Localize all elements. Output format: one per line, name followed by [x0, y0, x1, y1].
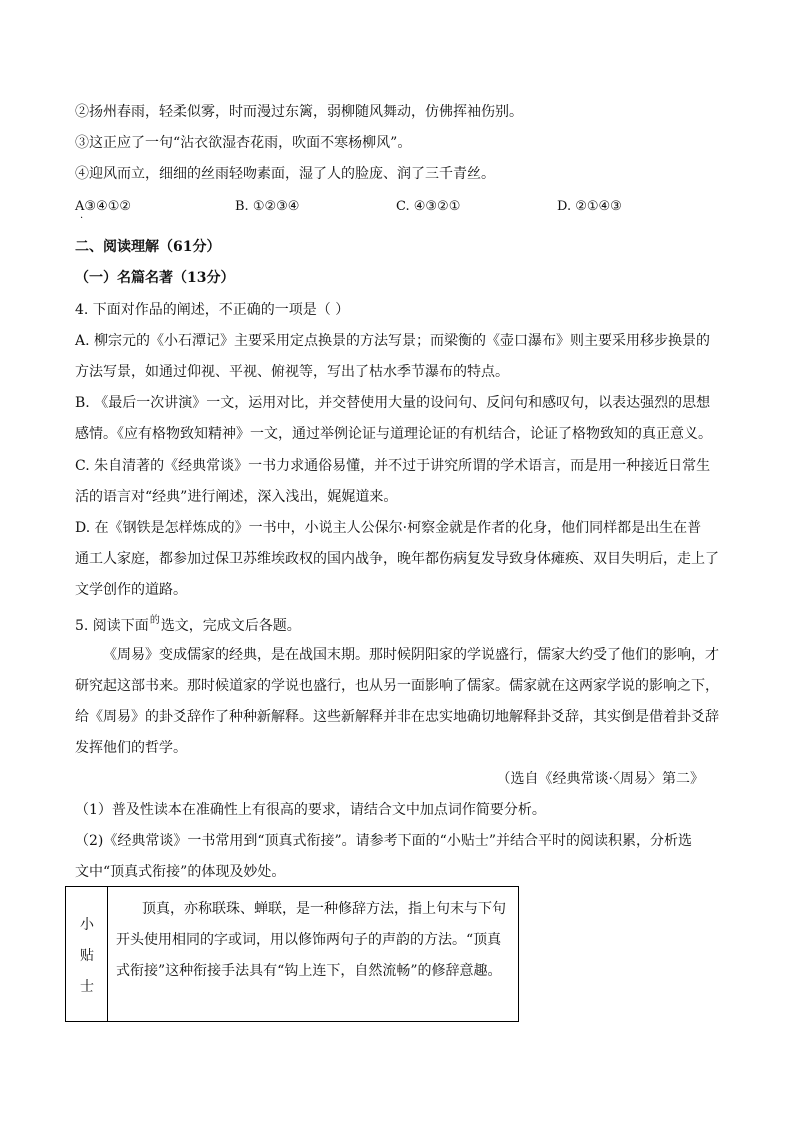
- q4-option-b-line-1: B. 《最后一次讲演》一文，运用对比，并交替使用大量的设问句、反问句和感叹句，以表达强烈的思想: [75, 395, 711, 411]
- q4-option-c-line-2: 活的语言对“经典”进行阐述，深入浅出，娓娓道来。: [75, 489, 398, 505]
- q4-option-d-line-2: 通工人家庭，都参加过保卫苏维埃政权的国内战争，晚年都伤病复发导致身体瘫痪、双目失明后，走上了: [75, 551, 719, 567]
- q4-option-a-line-2: 方法写景，如通过仰视、平视、俯视等，写出了枯水季节瀑布的特点。: [75, 364, 509, 380]
- q4-option-d-line-3: 文学创作的道路。: [75, 582, 187, 598]
- q3-option-d: D. ②①④③: [557, 199, 622, 214]
- tip-box: [65, 886, 519, 1022]
- q5-passage-line-4: 发挥他们的哲学。: [75, 740, 187, 756]
- tip-label-char-3: 士: [80, 979, 94, 995]
- q4-option-a-line-1: A. 柳宗元的《小石潭记》主要采用定点换景的方法写景；而梁衡的《壶口瀑布》则主要采用移步换景的: [75, 333, 711, 349]
- q5-stem: [75, 616, 301, 638]
- q5-stem-after: 选文，完成文后各题。: [160, 618, 301, 634]
- q5-stem-superscript: 的: [149, 615, 160, 626]
- q5-source: （选自《经典常谈·〈周易〉第二》: [496, 771, 704, 787]
- tip-label-char-1: 小: [80, 917, 94, 933]
- q4-option-d-line-1: D. 在《钢铁是怎样炼成的》一书中，小说主人公保尔·柯察金就是作者的化身，他们同样都是出生在普: [75, 520, 702, 536]
- subsection-1-heading: （一）名篇名著（13分）: [75, 270, 235, 286]
- tip-text-line-3: 式衔接”这种衔接手法具有“钩上连下，自然流畅”的修辞意趣。: [116, 963, 502, 979]
- tip-label-char-2: 贴: [80, 948, 94, 964]
- tip-text-line-2: 开头使用相同的字或词，用以修饰两句子的声韵的方法。“顶真: [116, 932, 502, 948]
- q3-item-4: ④迎风而立，细细的丝雨轻吻素面，湿了人的脸庞、润了三千青丝。: [75, 166, 495, 182]
- q5-subquestion-1: （1）普及性读本在准确性上有很高的要求，请结合文中加点词作简要分析。: [75, 802, 546, 818]
- q4-stem: 4. 下面对作品的阐述，不正确的一项是（ ）: [75, 302, 350, 318]
- q5-passage-line-2: 研究起这部书来。那时候道家的学说也盛行，也从另一面影响了儒家。儒家就在这两家学说的影响之下，: [75, 678, 719, 694]
- q3-option-b: B. ①②③④: [235, 199, 300, 214]
- q4-option-b-line-2: 感情。《应有格物致知精神》一文，通过举例论证与道理论证的有机结合，论证了格物致知的真正意义。: [75, 426, 712, 442]
- q5-stem-before: 5. 阅读下面: [75, 618, 149, 634]
- q5-subquestion-2-line-2: 文中“顶真式衔接”的体现及妙处。: [75, 864, 286, 880]
- section-2-heading: 二、阅读理解（61分）: [75, 239, 221, 255]
- q5-passage-line-1: 《周易》变成儒家的经典，是在战国末期。那时候阴阳家的学说盛行，儒家大约受了他们的影响，才: [103, 647, 719, 663]
- q3-item-3: ③这正应了一句“沾衣欲湿杏花雨，吹面不寒杨柳风”。: [75, 135, 412, 151]
- q5-passage-line-3: 给《周易》的卦爻辞作了种种新解释。这些新解释并非在忠实地确切地解释卦爻辞，其实倒是借着卦爻辞: [75, 709, 719, 725]
- emphasis-dot: ·: [80, 213, 84, 224]
- q5-subquestion-2-line-1: （2)《经典常谈》一书常用到“顶真式衔接”。请参考下面的“小贴士”并结合平时的阅读积累，分析选: [75, 833, 692, 849]
- q3-option-c: C. ④③②①: [396, 199, 461, 214]
- q3-option-a: A③④①②: [75, 199, 132, 214]
- tip-text-line-1: 顶真，亦称联珠、蝉联，是一种修辞方法，指上句末与下句: [142, 901, 506, 917]
- q3-item-2: ②扬州春雨，轻柔似雾，时而漫过东篱，弱柳随风舞动，仿佛挥袖伤别。: [75, 104, 523, 120]
- tip-label-cell: [66, 887, 108, 1021]
- q4-option-c-line-1: C. 朱自清著的《经典常谈》一书力求通俗易懂，并不过于讲究所谓的学术语言，而是用一种接近日常生: [75, 458, 711, 474]
